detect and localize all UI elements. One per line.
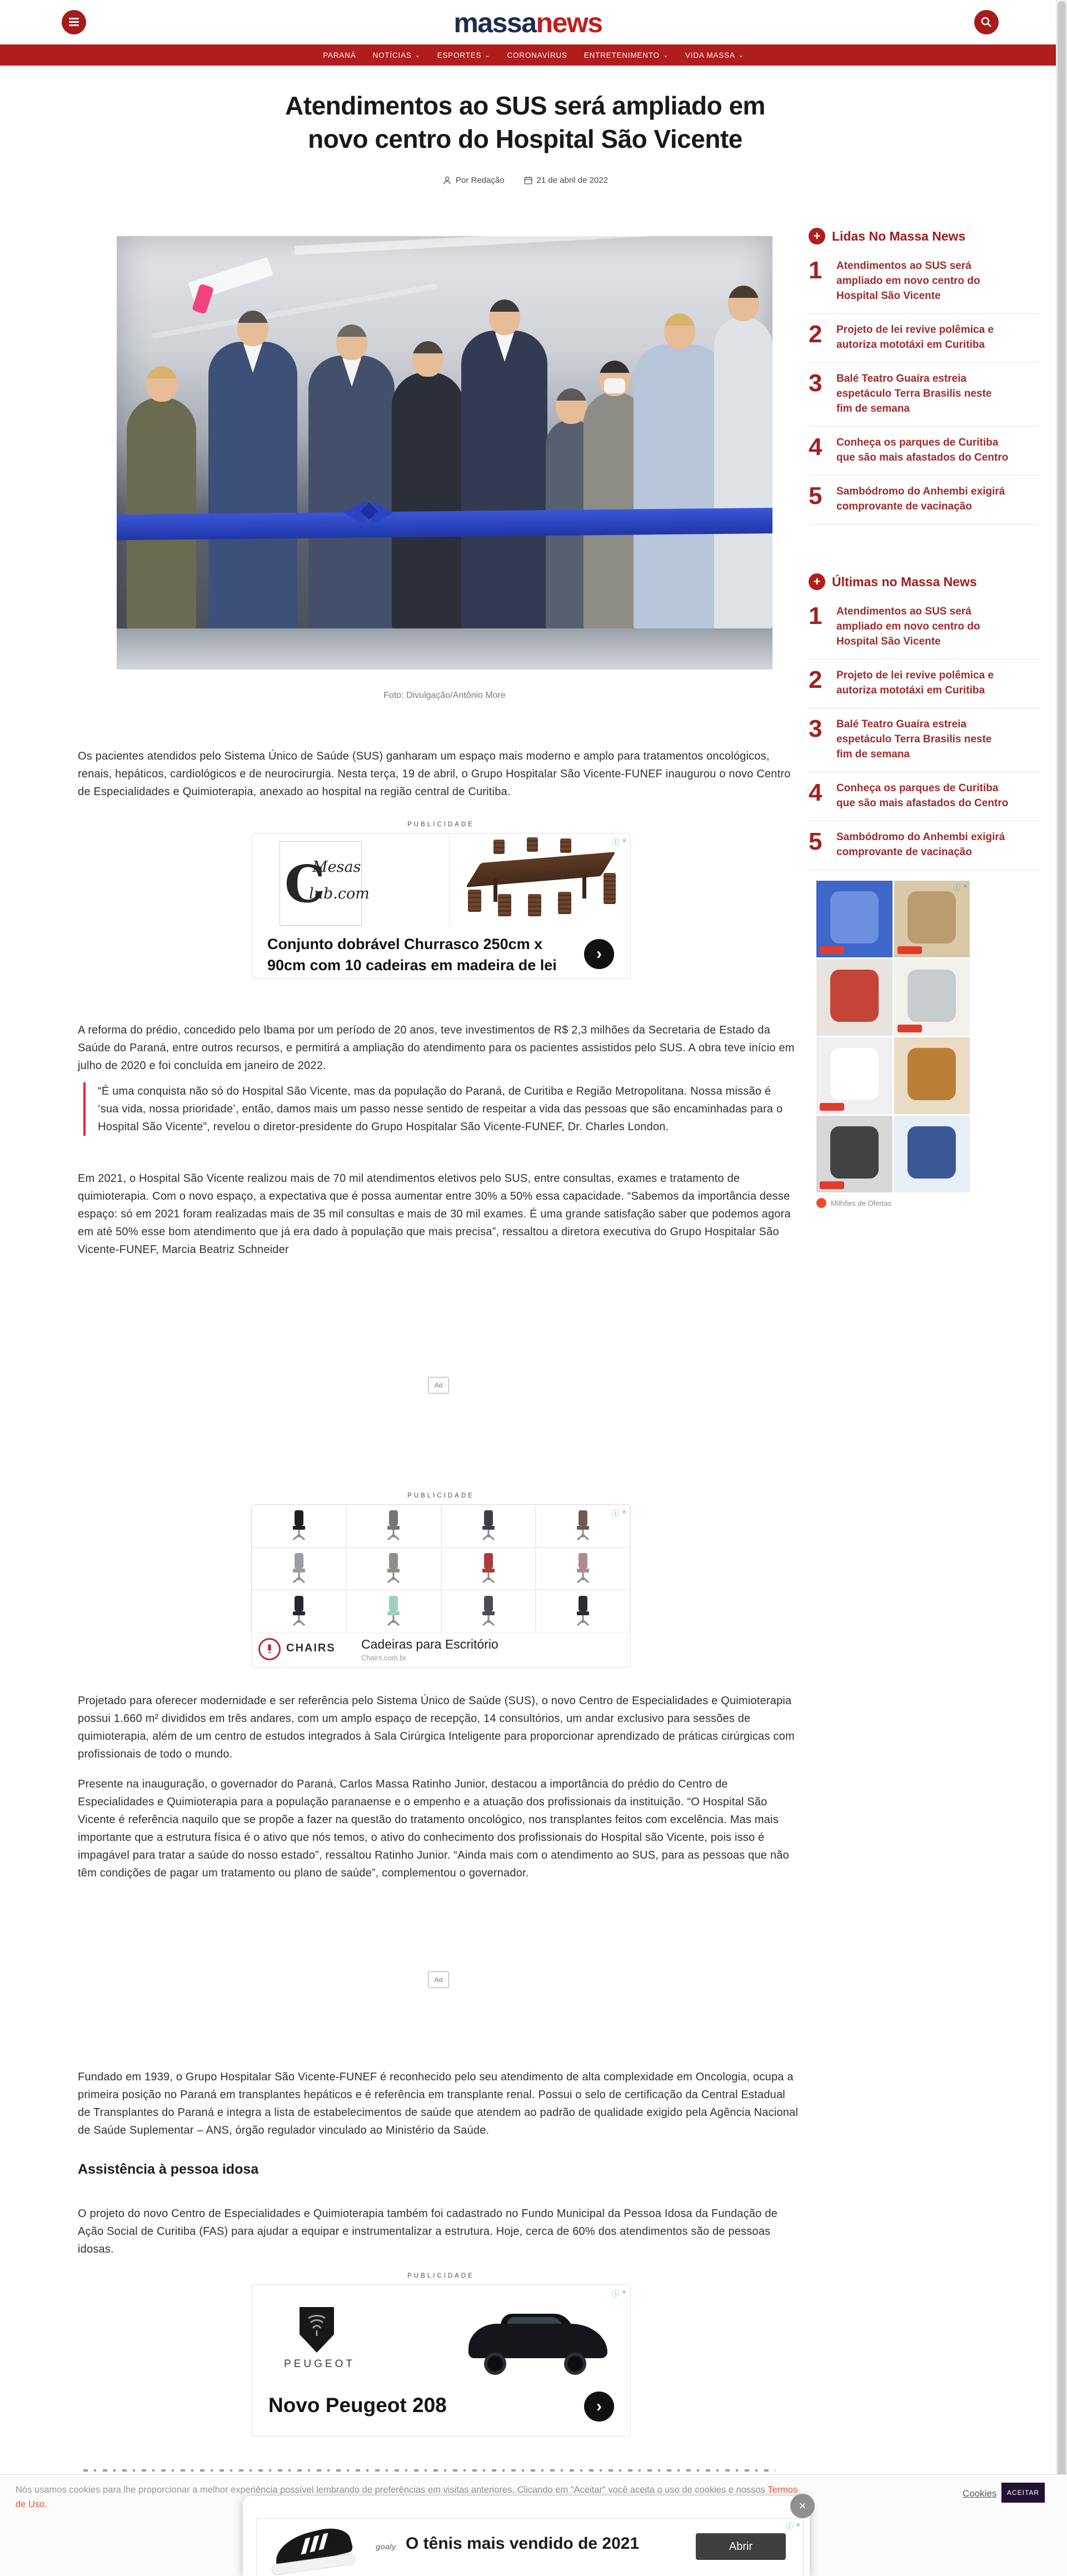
person [308,356,395,631]
ad-domain: Chairs.com.br [361,1654,406,1662]
rank-number: 2 [809,666,822,693]
rank-number: 1 [809,257,822,284]
byline-date: 21 de abril de 2022 [523,176,608,185]
sidebar-link[interactable]: Projeto de lei revive polêmica e autoriza mototáxi em Curitiba [836,670,994,696]
price-tag [820,946,844,954]
rank-number: 2 [809,321,822,348]
adchoices[interactable] [612,2288,626,2298]
person [634,345,725,631]
search-icon [980,16,993,29]
nav-item-esportes[interactable]: ESPORTES ⌄ [437,51,491,59]
bottom-sticky-ad [243,2496,810,2576]
sneaker-image [271,2523,360,2572]
adchoices-close-icon[interactable]: × [622,836,626,845]
sidebar-most-read [809,228,1039,525]
ad-placeholder[interactable]: Ad [428,1971,449,1988]
terms-link[interactable]: Termos de Uso. [16,2485,798,2509]
ad-label: PUBLICIDADE [407,2273,475,2279]
blockquote: “É uma conquista não só do Hospital São Vicente, mas da população do Paraná, de Curitiba e Região Metropolitana. Nossa missão é ‘sua vida, nossa prioridade’, então, damos mais um passo nesse sentido de respeitar a vida das pessoas que são encaminhadas para o Hospital São Vicente”, revelou o diretor-presidente do Grupo Hospitalar São Vicente-FUNEF, Dr. Charles London. [83,1082,792,1136]
article-photo [117,236,772,670]
person [714,317,772,631]
ad-offers[interactable] [816,881,970,1208]
ad-peugeot-banner[interactable] [251,2284,631,2437]
paragraph: Projetado para oferecer modernidade e ser referência pelo Sistema Único de Saúde (SUS), o novo Centro de Especialidades e Quimioterapia possui 1.660 m² divididos em três andares, com um amplo espaço de recepção, 14 consultórios, um andar exclusivo para sessões de quimioterapia, além de um centro de estudos integrados à Sala Cirúrgica Inteligente para proporcionar aprendizado de práticas cirúrgicas com profissionais de todo o mundo. [78,1695,795,1760]
ad-shoe-banner[interactable] [256,2518,804,2576]
product-image [816,1116,893,1192]
author-icon [442,176,452,185]
offers-caption: Milhões de Ofertas [831,1199,892,1207]
sidebar-list-item[interactable] [809,596,1039,660]
chair-image-grid [252,1505,630,1633]
logo-massa: massa [453,7,536,38]
section-subheading: Assistência à pessoa idosa [78,2161,259,2177]
calendar-icon [523,176,533,185]
chair-image [346,1547,441,1590]
nav-item-entretenimento[interactable]: ENTRETENIMENTO ⌄ [584,51,669,59]
product-image [816,959,893,1036]
photo-caption: Foto: Divulgação/Antônio More [383,691,506,700]
sidebar-list-item[interactable] [809,250,1039,314]
sidebar-list-item[interactable] [809,427,1039,476]
nav-item-notícias[interactable]: NOTÍCIAS ⌄ [372,51,421,59]
chairs-logo-icon [258,1638,281,1660]
sidebar-link[interactable]: Projeto de lei revive polêmica e autoriza mototáxi em Curitiba [836,324,994,351]
adchoices-close-icon[interactable]: × [963,882,968,890]
title-line-2: novo centro do Hospital São Vicente [308,124,742,153]
mesasclub-logo: C Mesas lub.com [280,841,362,926]
goaly-logo: goaly [376,2542,396,2551]
ad-mesas [251,821,631,979]
adchoices-info-icon[interactable]: ⓘ [612,838,620,846]
ad-headline: Novo Peugeot 208 [268,2394,447,2417]
rank-number: 4 [809,433,822,461]
sidebar-section-heading [809,228,1039,244]
scrollbar-track[interactable] [1056,0,1067,2576]
sidebar-section-title: Últimas no Massa News [832,574,977,589]
paragraph: Em 2021, o Hospital São Vicente realizou mais de 70 mil atendimentos eletivos pelo SUS, entre consultas, exames e tratamento de quimioterapia. Com o novo espaço, a expectativa que é possa aumentar entre 30% a 50% essa capacidade. “Sabemos da importância desse espaço: só em 2021 foram realizadas mais de 35 mil consultas e mais de 30 mil exames. É uma grande satisfação saber que podemos agora em até 50% esse bom atendimento que já era dado à população que mais precisa”, ressaltou a diretora executiva do Grupo Hospitalar São Vicente-FUNEF, Marcia Beatriz Schneider [78,1172,791,1256]
product-image [816,1037,893,1114]
price-tag [898,946,922,954]
sidebar-link[interactable]: Atendimentos ao SUS será ampliado em novo centro do Hospital São Vicente [836,606,980,647]
chair-image [536,1590,630,1633]
sidebar-link[interactable]: Sambódromo do Anhembi exigirá comprovante de vacinação [836,486,1005,512]
chair-image [441,1547,536,1590]
ad-peugeot [251,2273,631,2437]
paragraph: Presente na inauguração, o governador do Paraná, Carlos Massa Ratinho Junior, destacou a importância do prédio do Centro de Especialidades e Quimioterapia para a população paranaense e o empenho e a atuação dos profissionais da instituição. “O Hospital São Vicente é referência naquilo que se propõe a fazer na questão do tratamento oncológico, nos transplantes feitos com excelência. Mas mais importante que a estrutura física é o ativo que nós temos, o ativo do conhecimento dos profissionais do Hospital são Vicente, pois isso é impagável para tratar a saúde do nosso estado”, ressaltou Ratinho Junior. “Ainda mais com o atendimento ao SUS, para as pessoas que não têm condições de pagar um tratamento ou plano de saúde”, complementou o governador. [78,1778,789,1879]
chair-image [441,1505,536,1547]
adchoices-info-icon[interactable]: ⓘ [612,1509,620,1517]
product-image [894,1116,970,1192]
sidebar-list-item[interactable] [809,314,1039,363]
page-title [0,89,1050,156]
chair-image [346,1505,441,1547]
sidebar-link[interactable]: Balé Teatro Guaíra estreia espetáculo Terra Brasilis neste fim de semana [836,373,992,415]
adchoices[interactable] [612,836,626,847]
ad-headline: Cadeiras para Escritório [361,1637,498,1651]
rank-number: 5 [809,482,822,510]
nav-item-coronavírus[interactable]: CORONAVÍRUS [507,51,567,59]
chevron-down-icon: ⌄ [485,52,491,59]
chair-image [252,1590,346,1633]
sidebar-list-item[interactable] [809,821,1039,870]
chevron-down-icon: ⌄ [415,52,421,59]
ad-headline: Conjunto dobrável Churrasco 250cm x 90cm com 10 cadeiras em madeira de lei [267,936,557,974]
main-nav [0,44,1067,66]
price-tag [820,1181,844,1189]
offers-logo-icon [816,1198,826,1208]
sidebar-list-item[interactable] [809,772,1039,821]
logo-news: news [536,7,602,38]
rank-number: 3 [809,715,822,742]
ad-label: PUBLICIDADE [407,1492,475,1499]
nav-item-vida-massa[interactable]: VIDA MASSA ⌄ [685,51,744,59]
search-button[interactable] [974,10,999,34]
chevron-down-icon: ⌄ [662,52,669,59]
ad-chairs [251,1492,631,1668]
person [392,372,464,631]
peugeot-shield-icon [300,2307,334,2353]
sidebar-section-heading [809,573,1039,590]
adchoices[interactable] [786,2520,800,2531]
adchoices-info-icon[interactable]: ⓘ [612,2289,620,2298]
paragraph: O projeto do novo Centro de Especialidades e Quimioterapia também foi cadastrado no Fundo Municipal da Pessoa Idosa da Fundação de Ação Social de Curitiba (FAS) para ajudar a equipar e instrumentalizar a estrutura. Hoje, cerca de 60% dos atendimentos são de pessoas idosas. [78,2208,777,2255]
close-ad-button[interactable]: × [790,2494,815,2518]
sidebar-list-item[interactable] [809,363,1039,427]
ad-placeholder[interactable]: Ad [428,1377,449,1394]
chair-image [441,1590,536,1633]
sidebar-latest [809,573,1039,870]
chair-image [252,1505,346,1547]
rank-number: 5 [809,828,822,855]
open-ad-button[interactable]: Abrir [696,2533,786,2560]
product-image [894,959,970,1036]
cookies-link[interactable]: Cookies [963,2488,997,2499]
person [461,331,547,631]
sidebar-list-item[interactable] [809,476,1039,525]
ad-arrow-button[interactable]: › [584,939,614,969]
ribbon-bow [343,496,393,527]
adchoices-close-icon[interactable]: × [796,2520,800,2529]
ad-chairs-banner[interactable] [251,1504,631,1668]
clipped-text-line [83,2469,775,2472]
product-image [894,1037,970,1114]
sidebar-link[interactable]: Conheça os parques de Curitiba que são mais afastados do Centro [836,437,1009,463]
adchoices-close-icon[interactable]: × [622,2288,626,2296]
sidebar-link[interactable]: Sambódromo do Anhembi exigirá comprovante de vacinação [836,831,1005,858]
title-line-1: Atendimentos ao SUS será ampliado em [285,91,765,120]
adchoices[interactable] [612,1507,626,1518]
ad-headline: O tênis mais vendido de 2021 [406,2534,640,2553]
paragraph: Fundado em 1939, o Grupo Hospitalar São Vicente-FUNEF é reconhecido pelo seu atendimento de alta complexidade em Oncologia, ocupa a primeira posição no Paraná em transplantes hepáticos e é referência em transplante renal. Possui o selo de certificação da Central Estadual de Transplantes do Paraná e integra a lista de estabelecimentos de saúde que atendem ao padrão de qualidade exigido pela Agência Nacional de Saúde Suplementar – ANS, órgão regulador vinculado ao Ministério da Saúde. [78,2071,799,2136]
plus-icon: + [809,228,825,244]
cookie-text: Nós usamos cookies para lhe proporcionar a melhor experiência possível lembrando de preferências em visitas anteriores. Clicando em "Aceitar" você aceita o uso de cookies e nossos Termos de Uso. [16,2485,798,2509]
price-tag [820,1103,844,1111]
chair-image [536,1547,630,1590]
chair-image [346,1590,441,1633]
rank-number: 3 [809,370,822,397]
car-image [468,2314,607,2375]
ad-label: PUBLICIDADE [407,821,475,828]
sidebar-link[interactable]: Atendimentos ao SUS será ampliado em novo centro do Hospital São Vicente [836,260,980,302]
adchoices-info-icon[interactable]: ⓘ [953,883,961,892]
sidebar-link[interactable]: Balé Teatro Guaíra estreia espetáculo Terra Brasilis neste fim de semana [836,718,992,760]
plus-icon: + [809,573,825,590]
person [208,342,297,631]
accept-cookies-button[interactable]: ACEITAR [1001,2483,1045,2503]
sidebar-section-title: Lidas No Massa News [832,228,966,243]
ad-arrow-button[interactable]: › [584,2392,614,2422]
byline-author: Por Redação [442,176,505,185]
paragraph: Os pacientes atendidos pelo Sistema Único de Saúde (SUS) ganharam um espaço mais moderno e amplo para tratamentos oncológicos, renais, hepáticos, cardiológicos e de neurocirurgia. Nesta terça, 19 de abril, o Grupo Hospitalar São Vicente-FUNEF inaugurou o novo Centro de Especialidades e Quimioterapia, anexado ao hospital na região central de Curitiba. [78,750,791,798]
sidebar-list-item[interactable] [809,708,1039,772]
nav-item-paraná[interactable]: PARANÁ [323,51,356,59]
adchoices-close-icon[interactable]: × [622,1507,626,1516]
scrollbar-thumb[interactable] [1058,1,1066,2574]
chair-image [252,1547,346,1590]
price-tag [898,1025,922,1032]
paragraph: A reforma do prédio, concedido pelo Ibama por um período de 20 anos, teve investimentos de R$ 2,3 milhões da Secretaria de Estado da Saúde do Paraná, entre outros recursos, e permitirá a ampliação do atendimento para os pacientes assistidos pelo SUS. A obra teve início em julho de 2020 e foi concluída em janeiro de 2022. [78,1024,795,1072]
sidebar-link[interactable]: Conheça os parques de Curitiba que são mais afastados do Centro [836,782,1009,809]
product-image [816,881,893,957]
byline [0,176,1050,185]
site-logo[interactable] [0,7,1056,39]
adchoices[interactable] [953,882,968,892]
sidebar-list-item[interactable] [809,660,1039,708]
wood-table-image [455,836,627,924]
rank-number: 4 [809,779,822,806]
chevron-down-icon: ⌄ [738,52,744,59]
adchoices-info-icon[interactable]: ⓘ [786,2522,794,2530]
ad-mesas-banner[interactable] [251,833,631,979]
chairs-brand: CHAIRS [286,1642,336,1654]
peugeot-brand: PEUGEOT [284,2358,355,2370]
offers-image-grid [816,881,970,1192]
rank-number: 1 [809,602,822,630]
